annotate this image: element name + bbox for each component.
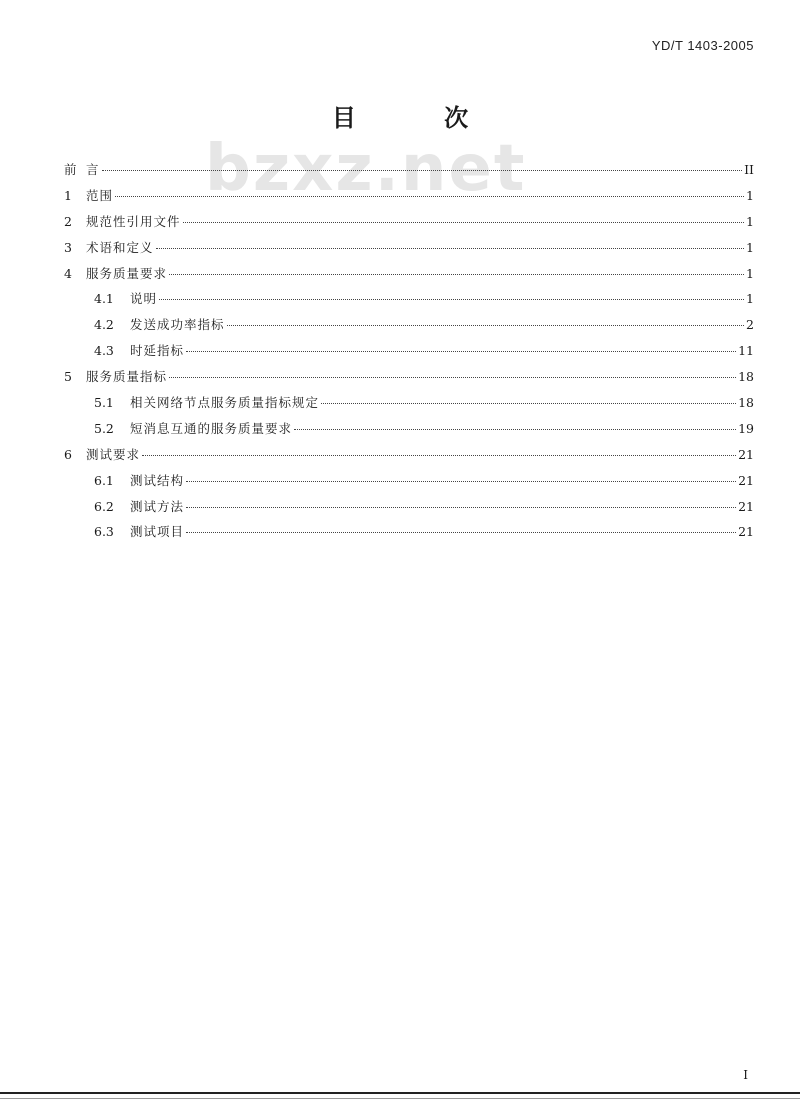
toc-entry-page: 11 xyxy=(738,343,754,359)
bottom-rule xyxy=(0,1092,800,1094)
toc-entry-page: 18 xyxy=(738,369,754,385)
toc-entry[interactable] xyxy=(64,419,754,445)
toc-entry-number: 1 xyxy=(64,187,72,203)
toc-entry-page: 1 xyxy=(746,187,754,203)
toc-entry[interactable] xyxy=(64,522,754,548)
toc-dot-leader xyxy=(186,532,736,533)
toc-entry-page: 21 xyxy=(738,446,754,462)
toc-entry-number: 4 xyxy=(64,265,72,281)
toc-entry-number: 6 xyxy=(64,446,72,462)
toc-dot-leader xyxy=(169,274,744,275)
toc-entry-label: 范围 xyxy=(86,187,114,203)
toc-entry-label: 测试项目 xyxy=(130,524,185,540)
toc-entry-page: 21 xyxy=(738,524,754,540)
toc-entry[interactable] xyxy=(64,393,754,419)
toc-entry[interactable] xyxy=(64,315,754,341)
toc-entry-number: 6.3 xyxy=(94,524,114,540)
toc-entry-number: 4.3 xyxy=(94,343,114,359)
toc-entry-label: 时延指标 xyxy=(130,343,185,359)
toc-entry-number: 3 xyxy=(64,239,72,255)
toc-entry-number: 5.1 xyxy=(94,395,114,411)
toc-entry-label: 说明 xyxy=(130,291,158,307)
toc-dot-leader xyxy=(227,325,745,326)
toc-entry[interactable] xyxy=(64,497,754,523)
toc-dot-leader xyxy=(142,455,736,456)
page-number: I xyxy=(743,1068,748,1082)
toc-entry-label: 服务质量指标 xyxy=(86,369,168,385)
toc-entry-page: 2 xyxy=(746,317,754,333)
toc-dot-leader xyxy=(102,170,743,171)
toc-entry-label: 服务质量要求 xyxy=(86,265,168,281)
document-code: YD/T 1403-2005 xyxy=(651,38,754,53)
toc-entry-page: 18 xyxy=(738,395,754,411)
toc-dot-leader xyxy=(294,429,736,430)
toc-entry-page: 1 xyxy=(746,213,754,229)
toc-dot-leader xyxy=(186,507,736,508)
toc-dot-leader xyxy=(159,299,744,300)
toc-dot-leader xyxy=(115,196,744,197)
toc-entry[interactable] xyxy=(64,471,754,497)
toc-entry[interactable] xyxy=(64,186,754,212)
toc-entry-number: 6.2 xyxy=(94,498,114,514)
bottom-rule-thin xyxy=(0,1098,800,1099)
toc-entry-number: 4.2 xyxy=(94,317,114,333)
toc-entry-label: 测试要求 xyxy=(86,446,141,462)
toc-dot-leader xyxy=(186,481,736,482)
toc-entry-number: 5.2 xyxy=(94,420,114,436)
toc-entry[interactable] xyxy=(64,264,754,290)
toc-entry-page: 1 xyxy=(746,265,754,281)
toc-entry-label: 术语和定义 xyxy=(86,239,154,255)
toc-entry-page: II xyxy=(744,162,754,177)
toc-entry-page: 1 xyxy=(746,239,754,255)
toc-entry[interactable] xyxy=(64,341,754,367)
toc-entry-label: 言 xyxy=(86,162,100,177)
toc-entry[interactable] xyxy=(64,367,754,393)
toc-entry-label: 测试方法 xyxy=(130,498,185,514)
toc-entry-label: 相关网络节点服务质量指标规定 xyxy=(130,395,320,411)
toc-entry-number: 6.1 xyxy=(94,472,114,488)
toc-dot-leader xyxy=(321,403,736,404)
toc-entry-number: 前 xyxy=(64,162,77,177)
toc-entry-page: 1 xyxy=(746,291,754,307)
page-title: 目 次 xyxy=(331,104,509,132)
toc-entry-page: 21 xyxy=(738,472,754,488)
toc-dot-leader xyxy=(156,248,745,249)
toc-entry[interactable] xyxy=(64,160,754,186)
toc-entry[interactable] xyxy=(64,445,754,471)
toc-entry-number: 2 xyxy=(64,213,72,229)
toc-entry-number: 5 xyxy=(64,369,72,385)
toc-entry-label: 发送成功率指标 xyxy=(130,317,225,333)
watermark: bzxz.net xyxy=(205,132,527,206)
toc-entry-label: 测试结构 xyxy=(130,472,185,488)
toc-entry[interactable] xyxy=(64,238,754,264)
toc-dot-leader xyxy=(183,222,745,223)
toc-entry-page: 19 xyxy=(738,420,754,436)
toc-entry-label: 规范性引用文件 xyxy=(86,213,181,229)
toc-dot-leader xyxy=(169,377,736,378)
toc-entry-label: 短消息互通的服务质量要求 xyxy=(130,420,293,436)
toc-entry-page: 21 xyxy=(738,498,754,514)
toc-entry[interactable] xyxy=(64,212,754,238)
table-of-contents xyxy=(64,160,754,548)
toc-entry-number: 4.1 xyxy=(94,291,114,307)
toc-dot-leader xyxy=(186,351,736,352)
toc-entry[interactable] xyxy=(64,289,754,315)
